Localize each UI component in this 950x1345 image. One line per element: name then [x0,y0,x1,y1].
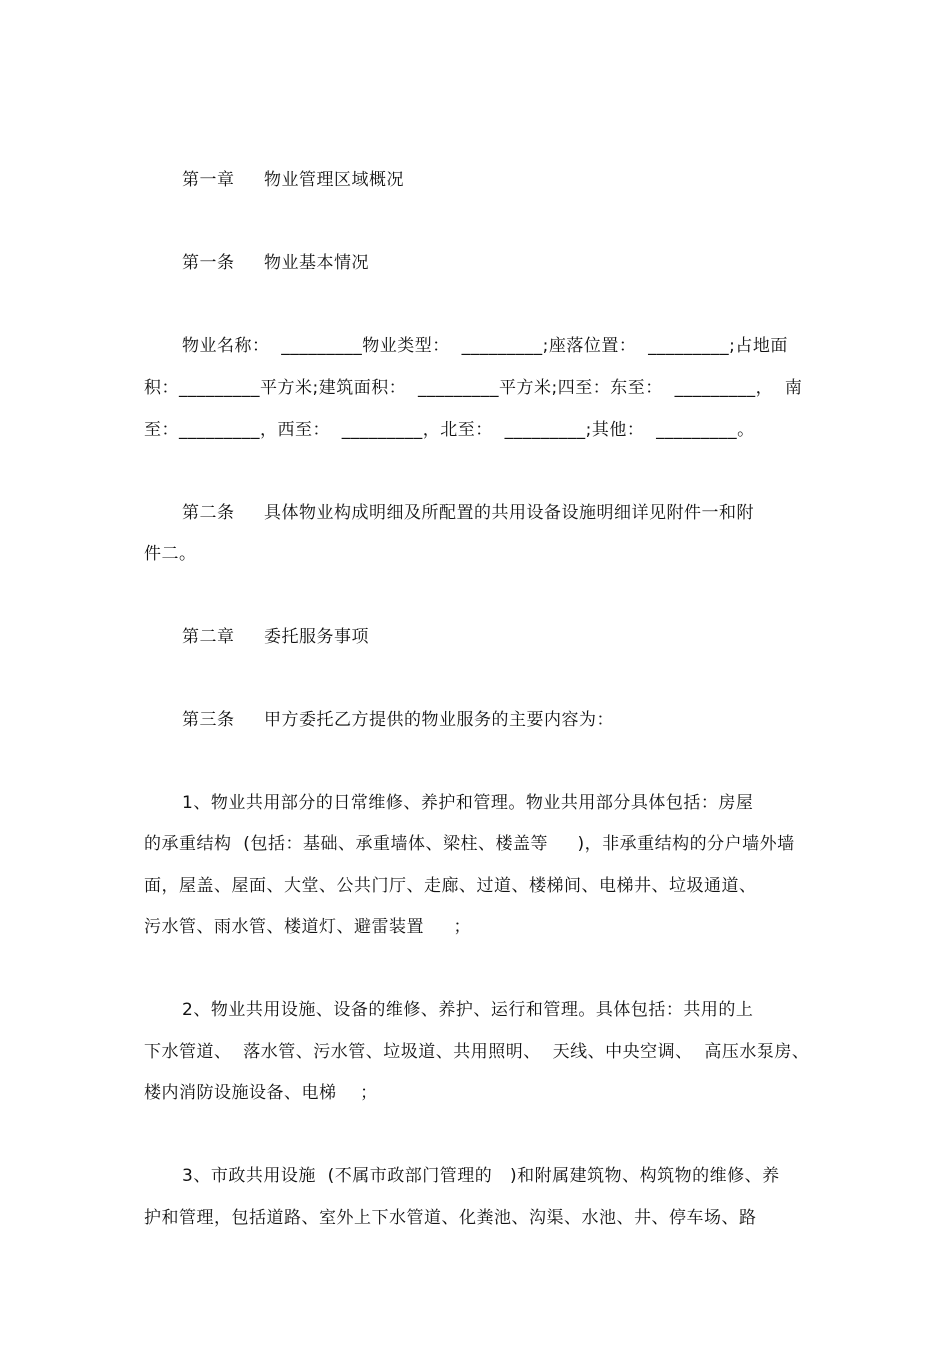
property-line-3: 至：_________，西至： _________，北至： _________;其他： _________。 [144,420,755,440]
property-line-1: 物业名称： _________物业类型： _________;座落位置： _________;占地面 [182,336,788,356]
item-2-line-2: 下水管道、 落水管、污水管、垃圾道、共用照明、 天线、中央空调、 高压水泵房、 [144,1042,810,1062]
item-1-line-2: 的承重结构 (包括：基础、承重墙体、梁柱、楼盖等 )，非承重结构的分户墙外墙 [144,834,795,854]
item-3-line-2: 护和管理，包括道路、室外上下水管道、化粪池、沟渠、水池、井、停车场、路 [144,1208,757,1228]
chapter-1-heading: 第一章 物业管理区域概况 [182,170,405,190]
article-3-heading: 第三条 甲方委托乙方提供的物业服务的主要内容为： [182,710,615,730]
item-1-line-3: 面，屋盖、屋面、大堂、公共门厅、走廊、过道、楼梯间、电梯井、垃圾通道、 [144,876,757,896]
chapter-2-heading: 第二章 委托服务事项 [182,627,370,647]
item-2-line-3: 楼内消防设施设备、电梯 ； [144,1083,378,1103]
item-2-line-1: 2、物业共用设施、设备的维修、养护、运行和管理。具体包括：共用的上 [182,1000,754,1020]
article-2-line-1: 第二条 具体物业构成明细及所配置的共用设备设施明细详见附件一和附 [182,503,755,523]
item-1-line-1: 1、物业共用部分的日常维修、养护和管理。物业共用部分具体包括：房屋 [182,793,754,813]
item-3-line-1: 3、市政共用设施 (不属市政部门管理的 )和附属建筑物、构筑物的维修、养 [182,1166,780,1186]
article-2-line-2: 件二。 [144,544,197,564]
item-1-line-4: 污水管、雨水管、楼道灯、避雷装置 ； [144,917,472,937]
property-line-2: 积：_________平方米;建筑面积： _________平方米;四至：东至： _________， 南 [144,378,803,398]
article-1-heading: 第一条 物业基本情况 [182,253,370,273]
